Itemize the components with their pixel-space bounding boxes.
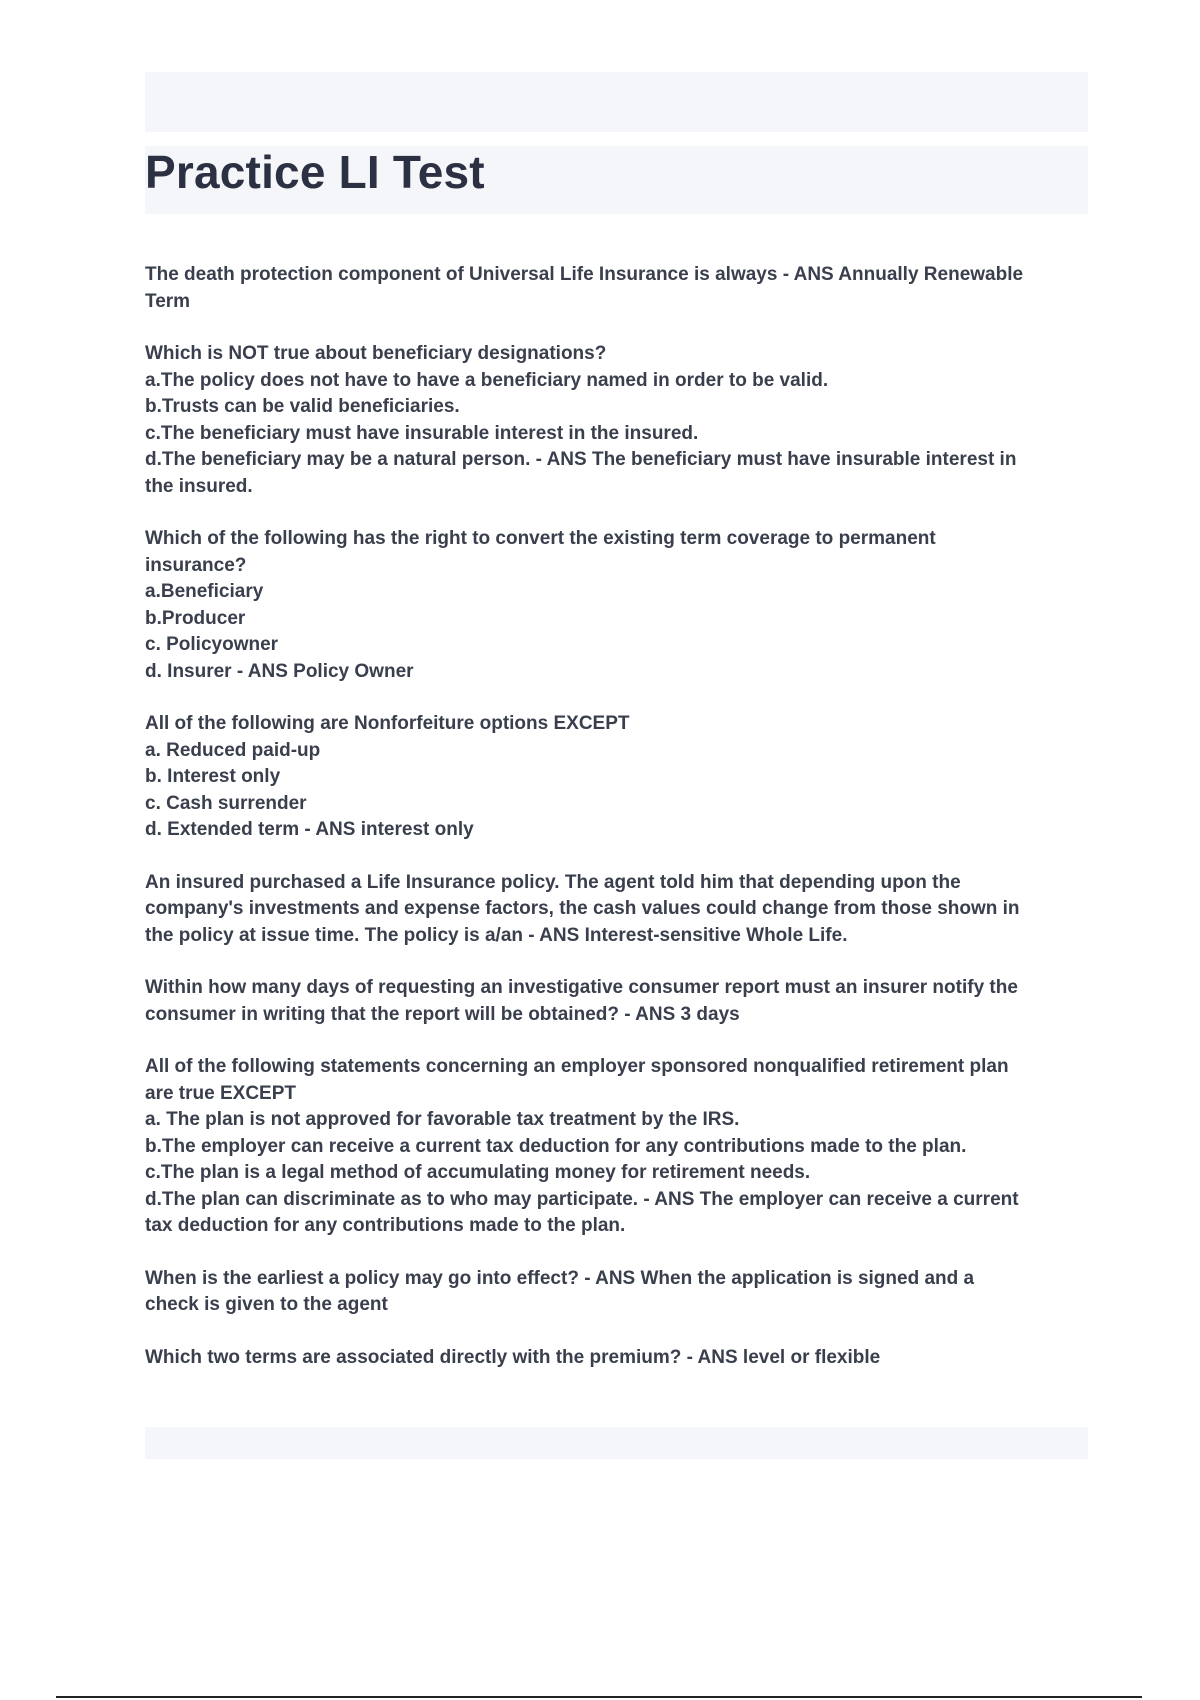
question-line: d.The beneficiary may be a natural person. - ANS The beneficiary must have insurable interest in <box>145 449 1017 470</box>
question-line: a. Reduced paid-up <box>145 739 321 761</box>
question-block <box>145 870 1085 950</box>
footer-rule <box>56 1696 1142 1698</box>
question-text: Within how many days of requesting an investigative consumer report must an insurer notify the <box>145 977 1018 998</box>
question-block <box>145 711 1085 844</box>
question-text: Which two terms are associated directly with the premium? - ANS level or flexible <box>145 1346 881 1368</box>
question-line: c.The beneficiary must have insurable interest in the insured. <box>145 422 699 444</box>
question-line: tax deduction for any contributions made to the plan. <box>145 1215 626 1236</box>
question-text: Which is NOT true about beneficiary designations? <box>145 343 607 364</box>
question-text: All of the following are Nonforfeiture options EXCEPT <box>145 713 630 734</box>
question-line: b. Interest only <box>145 766 281 787</box>
page-title: Practice LI Test <box>145 146 485 198</box>
question-block <box>145 1345 1085 1372</box>
question-line: Term <box>145 290 191 312</box>
question-line: b.Trusts can be valid beneficiaries. <box>145 396 460 417</box>
footer-band <box>145 1427 1088 1459</box>
question-line: insurance? <box>145 554 247 576</box>
question-block <box>145 1266 1085 1319</box>
question-text: All of the following statements concerning an employer sponsored nonqualified retirement plan <box>145 1056 1009 1077</box>
question-line: d.The plan can discriminate as to who may participate. - ANS The employer can receive a current <box>145 1188 1019 1210</box>
question-line: company's investments and expense factors, the cash values could change from those shown in <box>145 898 1020 919</box>
question-text: An insured purchased a Life Insurance policy. The agent told him that depending upon the <box>145 871 961 893</box>
question-block <box>145 1054 1085 1240</box>
question-line: the policy at issue time. The policy is a/an - ANS Interest-sensitive Whole Life. <box>145 924 848 946</box>
question-block <box>145 975 1085 1028</box>
question-line: a. The plan is not approved for favorable tax treatment by the IRS. <box>145 1109 740 1130</box>
question-line: the insured. <box>145 475 253 497</box>
question-list <box>145 262 1085 1397</box>
question-text: Which of the following has the right to convert the existing term coverage to permanent <box>145 528 936 549</box>
question-text: When is the earliest a policy may go into effect? - ANS When the application is signed and a <box>145 1267 975 1289</box>
question-block <box>145 526 1085 685</box>
question-line: c.The plan is a legal method of accumulating money for retirement needs. <box>145 1162 811 1183</box>
question-line: a.The policy does not have to have a beneficiary named in order to be valid. <box>145 369 829 391</box>
question-block <box>145 262 1085 315</box>
question-line: check is given to the agent <box>145 1294 388 1315</box>
question-line: are true EXCEPT <box>145 1082 296 1104</box>
question-text: The death protection component of Universal Life Insurance is always - ANS Annually Renewable <box>145 264 1024 285</box>
question-line: d. Insurer - ANS Policy Owner <box>145 660 414 682</box>
question-line: a.Beneficiary <box>145 581 264 602</box>
question-block <box>145 341 1085 500</box>
question-line: d. Extended term - ANS interest only <box>145 819 474 840</box>
header-band <box>145 72 1088 132</box>
question-line: b.The employer can receive a current tax deduction for any contributions made to the plan. <box>145 1135 967 1157</box>
question-line: c. Cash surrender <box>145 792 307 814</box>
question-line: b.Producer <box>145 607 246 629</box>
question-line: consumer in writing that the report will be obtained? - ANS 3 days <box>145 1003 740 1025</box>
question-line: c. Policyowner <box>145 634 279 655</box>
